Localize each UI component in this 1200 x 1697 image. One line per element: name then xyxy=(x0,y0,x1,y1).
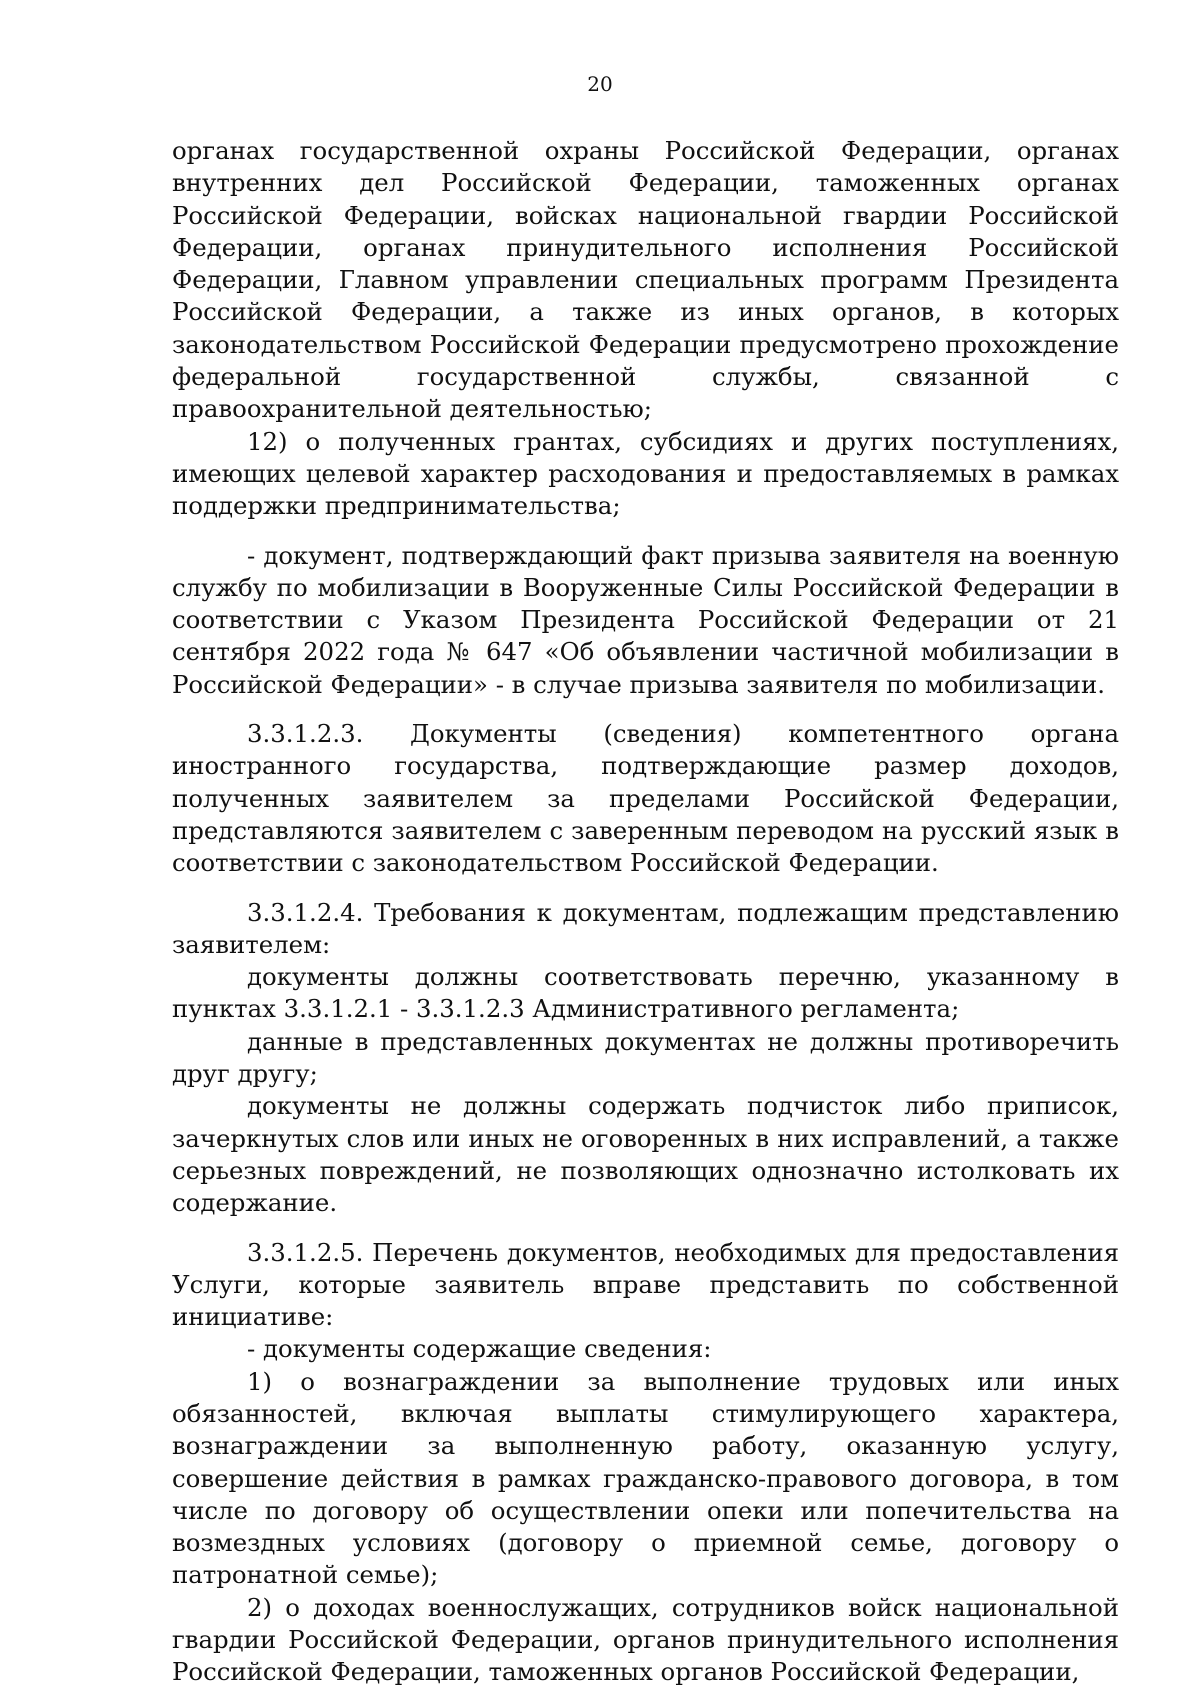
paragraph-3-3-1-2-5: 3.3.1.2.5. Перечень документов, необходимых для предоставления Услуги, которые заявитель вправе представить по собственной инициативе: xyxy=(172,1237,1119,1332)
paragraph-requirement-integrity: документы не должны содержать подчисток либо приписок, зачеркнутых слов или иных не оговоренных в них исправлений, а также серьезных повреждений, не позволяющих однозначно истолковать их содержание. xyxy=(172,1091,1119,1218)
paragraph-item-2: 2) о доходах военнослужащих, сотрудников войск национальной гвардии Российской Федерации, органов принудительного исполнения Российской Федерации, таможенных органов Российской Федерации, xyxy=(172,1592,1119,1687)
paragraph-3-3-1-2-3: 3.3.1.2.3. Документы (сведения) компетентного органа иностранного государства, подтверждающие размер доходов, полученных заявителем за пределами Российской Федерации, представляются заявителем с заверенным переводом на русский язык в соответствии с законодательством Российской Федерации. xyxy=(172,719,1119,878)
paragraph-item-1: 1) о вознаграждении за выполнение трудовых или иных обязанностей, включая выплаты стимулирующего характера, вознаграждении за выполненную работу, оказанную услугу, совершение действия в рамках гражданско-правового договора, в том числе по договору об осуществлении опеки или попечительства на возмездных условиях (договору о приемной семье, договору о патронатной семье); xyxy=(172,1366,1119,1590)
paragraph-mobilization-document: - документ, подтверждающий факт призыва заявителя на военную службу по мобилизации в Вооруженные Силы Российской Федерации в соответствии с Указом Президента Российской Федерации от 21 сентября 2022 года № 647 «Об объявлении частичной мобилизации в Российской Федерации» - в случае призыва заявителя по мобилизации. xyxy=(172,540,1119,699)
page-number: 20 xyxy=(587,72,613,96)
paragraph-requirement-consistency: данные в представленных документах не должны противоречить друг другу; xyxy=(172,1026,1119,1089)
paragraph-continuation: органах государственной охраны Российской Федерации, органах внутренних дел Российской Федерации, таможенных органах Российской Федерации, войсках национальной гвардии Российской Федерации, органах принудительного исполнения Российской Федерации, Главном управлении специальных программ Президента Российской Федерации, а также из иных органов, в которых законодательством Российской Федерации предусмотрено прохождение федеральной государственной службы, связанной с правоохранительной деятельностью; xyxy=(172,136,1119,424)
document-body xyxy=(172,135,1119,1689)
paragraph-3-3-1-2-4: 3.3.1.2.4. Требования к документам, подлежащим представлению заявителем: xyxy=(172,897,1119,959)
paragraph-item-12: 12) о полученных грантах, субсидиях и других поступлениях, имеющих целевой характер расходования и предоставляемых в рамках поддержки предпринимательства; xyxy=(172,426,1119,521)
paragraph-requirement-list: документы должны соответствовать перечню, указанному в пунктах 3.3.1.2.1 - 3.3.1.2.3 Административного регламента; xyxy=(172,962,1119,1024)
paragraph-documents-with-info: - документы содержащие сведения: xyxy=(247,1334,712,1364)
